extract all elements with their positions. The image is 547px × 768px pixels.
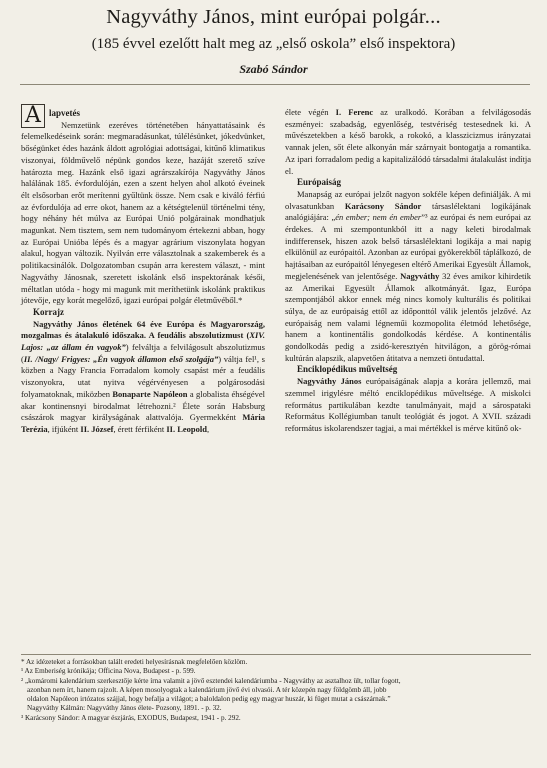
name-span: Bonaparte Napóleon xyxy=(112,388,188,399)
quote-span: XIV. Lajos: „az állam én vagyok” xyxy=(21,330,265,353)
text-span: 32 éves amikor kihirdetik az Amerikai Egyesült Államok alkotmányát. Igaz, Európa szempontjából akkor ennek még nincs komoly kulturális és politikai súlya, de az európaiság ettől az időponttól válik jelentős jelzővé. Az európaiság nem valami légneműi kozmopolita életmód lehetősége, hanem a kontinentális gondolkodás kérdése. A kontinentális gondolkodás pedig a zsidó-keresztyén hitvilágon, a görög-római kultúrán alapszik, alapvetően átitatva a nemzeti öntudattal. xyxy=(285,270,531,363)
footnote-continuation: Nagyváthy Kálmán: Nagyváthy János élete- Pozsony, 1891. - p. 32. xyxy=(27,704,222,713)
name-span: II. József xyxy=(80,423,114,434)
name-span: Nagyváthy János xyxy=(297,376,362,387)
quote-span: én ember; nem én ember xyxy=(335,212,422,223)
text-span: élete végén xyxy=(285,107,336,117)
footnote: ² „komáromi kalendárium szerkesztője kérte írna valamit a jövő esztendei kalendáriumba - Nagyváthy az asztalhoz ült, tollar fogott, xyxy=(21,676,401,685)
drop-cap: A xyxy=(21,104,45,128)
paragraph-korrajz xyxy=(21,319,265,436)
footnote-continuation: oldalon Napóleon irtózatos szájjal, hogy befalja a világot; a baloldalon pedig egy magyar huszár, ki füget mutat a császárnak.” xyxy=(27,695,391,704)
text-span: ) felváltja a felvilágosult abszolutizmus ( xyxy=(21,342,265,364)
text-span: az uralkodó. Korában a felvilágosodás eszményei: szabadság, egyenlőség, testvériség testesednek ki. A művészetekben a késő barokk, a rokokó, a klasszicizmus irányzatai vannak jelen, sőt élete alkonyán már szárnyait bontogatja a romantika. Az ipari forradalom pedig a kapitalizálódó társadalmi átalakulást indítja el. xyxy=(285,107,531,176)
left-column xyxy=(21,102,265,436)
name-span: Mária Terézia xyxy=(21,412,265,434)
quote-span: II. /Nagy/ Frigyes: „Én vagyok államon első szolgája” xyxy=(23,353,219,364)
text-span: , xyxy=(206,423,210,434)
article-author: Szabó Sándor xyxy=(239,62,308,76)
article-title: Nagyváthy János, mint európai polgár... xyxy=(106,6,441,28)
text-span: ) váltja fel¹, s közben a Nagy Francia Forradalom komoly csapást mér a feudális viszonyokra, utat nyitva végérvényesen a polgárosodási folyamatoknak, miközben xyxy=(21,353,265,399)
footnote-continuation: azonban nem írt, hanem rajzolt. A képen mosolyogtak a kalendárium jövő évi olvasói. A tér közepén nagy földgömb áll, jobb xyxy=(27,685,387,694)
text-span: Manapság az európai jelzőt nagyon sokféle képen definiálják. A mi olvasatunkban xyxy=(285,188,531,211)
footnote: ¹ Az Emberiség krónikája; Officina Nova, Budapest - p. 599. xyxy=(21,667,196,676)
text-span: ”³ az európai és nem európai az érdekes. A mi szempontunkból itt a nagy keleti birodalmak indifferensek, hiszen azok belső társaslélektani logikája a mai napig elkülönül az európaitól. Azonban az európai gyökerekből táplálkozó, de hajtásaiban az európaitól lényegesen eltérő Amerikai Egyesült Államok, megjelenésének van jelentősége. xyxy=(285,212,531,281)
name-span: I. Ferenc xyxy=(335,107,374,117)
paragraph-intro: Nemzetünk ezeréves történetében hányattatásaink és felemelkedéseink során: megmaradásunkat, túlélésünket, jókedvünket, bőségünket édes hazánk áldott agrológiai adottságai, kitűnő klimatikus viszonyai, földművelő népünk gondos keze, hazáját szerető szíve határozta meg. Hazánk első igazi agrárszakírója Nagyváthy János halálának 185. évfordulóján, ezen a szent helyen ahol alkotó éveinek élt elsősorban erőt merítenni gyűltünk össze. Nem csak e kiváló férfiú az évfordulója ad erre okot, hanem az a kétségtelenül történelmi tény, hogy néhány hét múlva az Európai Unió polgárainak mondhatjuk magunkat. Nem tisztem, sem nem tudományom értekezni abban, hogy az Európai Unióba lépés és a magyar agrárium viszonylata hogyan alakul, hogyan változik. Nyilván erre választolnak a szakemberek és a politikacsinálók. Dolgozatomban csupán arra kerestem választ, - mint Nagyváthy Jánosnak, szeretett iskolánk első inspektorának késői, méltatlan utóda - hogy mi magunk mit meríthetünk iskolánk praktikus jótevője, egy korát megelőző, igazi európai polgár életművéből.* xyxy=(21,119,265,306)
article-subtitle: (185 évvel ezelőtt halt meg az „első oskola” első inspektora) xyxy=(91,36,456,52)
section-heading-europaisag: Európaiság xyxy=(297,177,342,188)
paragraph-enciklopedikus xyxy=(285,376,531,435)
text-span: európaiságának alapja a korára jellemző, mai szemmel irigylésre méltó enciklopédikus műveltsége. A miskolci református partikulában kezdte tanulmányait, majd a sárospataki Református Kollégiumban tanult teológiát és jogot. A XVII. századi református iskolarendszer tagjai, a mai mértékkel is mérve kitűnő ok- xyxy=(285,376,531,433)
name-span: II. Leopold xyxy=(166,423,207,434)
text-span: a globalista éhségével akar kontinensnyi birodalmat létrehozni.² Élete során Habsburg császárok magyar királyságának alattvalója. Gyermekként xyxy=(21,388,265,423)
header-divider xyxy=(20,84,530,85)
text-span: Nagyváthy János életének 64 éve Európa és Magyarország, mozgalmas és átalakuló időszaka. A feudális abszolutizmust ( xyxy=(21,318,265,341)
text-span: , ifjúként xyxy=(47,423,81,434)
text-span: társaslélektani logikájának analógiájára: „ xyxy=(285,200,531,223)
paragraph-europaisag xyxy=(285,189,531,365)
section-heading-enciklopedikus: Enciklopédikus műveltség xyxy=(297,364,398,375)
text-span: , érett férfiként xyxy=(113,423,167,434)
paragraph-continuation xyxy=(285,107,531,177)
footnotes xyxy=(21,654,531,723)
section-heading-korrajz: Korrajz xyxy=(33,306,64,317)
footnote: * Az idézeteket a forrásokban talált eredeti helyesírásnak megfelelően közlöm. xyxy=(21,658,248,666)
text-span xyxy=(24,354,218,364)
name-span: Nagyváthy xyxy=(400,270,440,281)
right-column xyxy=(285,107,531,435)
footnote: ³ Karácsony Sándor: A magyar észjárás, EXODUS, Budapest, 1941 - p. 292. xyxy=(21,713,241,722)
section-heading-alapvetes: lapvetés xyxy=(49,108,80,118)
name-span: Karácsony Sándor xyxy=(344,200,422,211)
